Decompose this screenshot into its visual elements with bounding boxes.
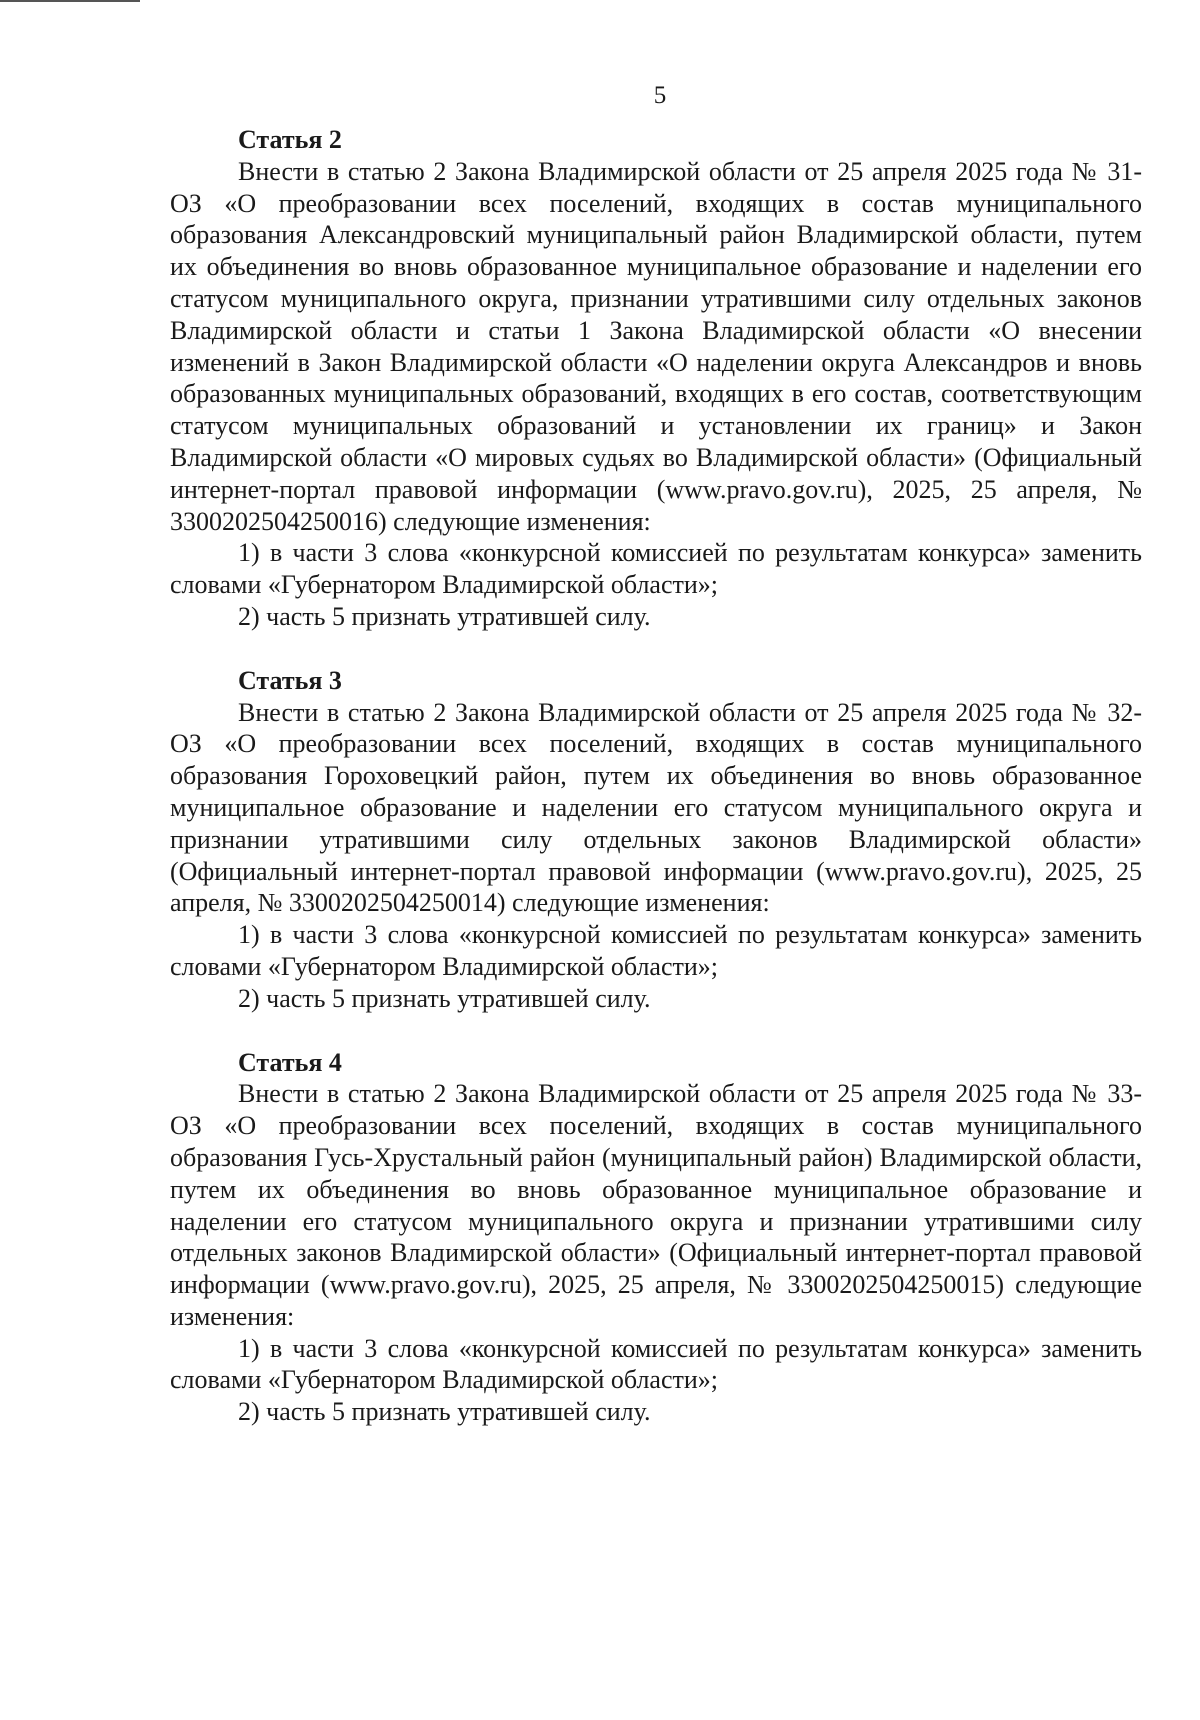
article-heading: Статья 4 [238, 1047, 342, 1077]
article-item: 2) часть 5 признать утратившей силу. [238, 601, 651, 631]
article-heading: Статья 3 [238, 665, 342, 695]
article-4 [170, 1047, 1142, 1429]
article-heading: Статья 2 [238, 125, 342, 154]
article-item: 1) в части 3 слова «конкурсной комиссией по результатам конкурса» заменить словами «Губернатором Владимирской области»; [170, 538, 1142, 600]
article-intro: Внести в статью 2 Закона Владимирской области от 25 апреля 2025 года № 33-ОЗ «О преобразовании всех поселений, входящих в состав муниципального образования Гусь-Хрустальный район (муниципальный район) Владимирской области, путем их объединения во вновь образованное муниципальное образование и наделении его статусом муниципального округа и признании утратившими силу отдельных законов Владимирской области» (Официальный интернет-портал правовой информации (www.pravo.gov.ru), 2025, 25 апреля, № 3300202504250015) следующие изменения: [170, 1079, 1142, 1331]
article-3 [170, 665, 1142, 1015]
document-body [170, 124, 1142, 1428]
article-2 [170, 124, 1142, 633]
article-intro: Внести в статью 2 Закона Владимирской области от 25 апреля 2025 года № 32-ОЗ «О преобразовании всех поселений, входящих в состав муниципального образования Гороховецкий район, путем их объединения во вновь образованное муниципальное образование и наделении его статусом муниципального округа и признании утратившими силу отдельных законов Владимирской области» (Официальный интернет-портал правовой информации (www.pravo.gov.ru), 2025, 25 апреля, № 3300202504250014) следующие изменения: [170, 697, 1142, 918]
article-item: 2) часть 5 признать утратившей силу. [238, 983, 651, 1013]
page-number: 5 [653, 82, 667, 109]
article-item: 2) часть 5 признать утратившей силу. [238, 1397, 651, 1427]
article-item: 1) в части 3 слова «конкурсной комиссией по результатам конкурса» заменить словами «Губернатором Владимирской области»; [170, 1333, 1142, 1395]
article-item: 1) в части 3 слова «конкурсной комиссией по результатам конкурса» заменить словами «Губернатором Владимирской области»; [170, 920, 1142, 981]
scan-edge-line [0, 0, 140, 2]
article-intro: Внести в статью 2 Закона Владимирской области от 25 апреля 2025 года № 31-ОЗ «О преобразовании всех поселений, входящих в состав муниципального образования Александровский муниципальный район Владимирской области, путем их объединения во вновь образованное муниципальное образование и наделении его статусом муниципального округа, признании утратившими силу отдельных законов Владимирской области и статьи 1 Закона Владимирской области «О внесении изменений в Закон Владимирской области «О наделении округа Александров и вновь образованных муниципальных образований, входящих в его состав, соответствующим статусом муниципальных образований и установлении их границ» и Закон Владимирской области «О мировых судьях во Владимирской области» (Официальный интернет-портал правовой информации (www.pravo.gov.ru), 2025, 25 апреля, № 3300202504250016) следующие изменения: [170, 156, 1142, 536]
